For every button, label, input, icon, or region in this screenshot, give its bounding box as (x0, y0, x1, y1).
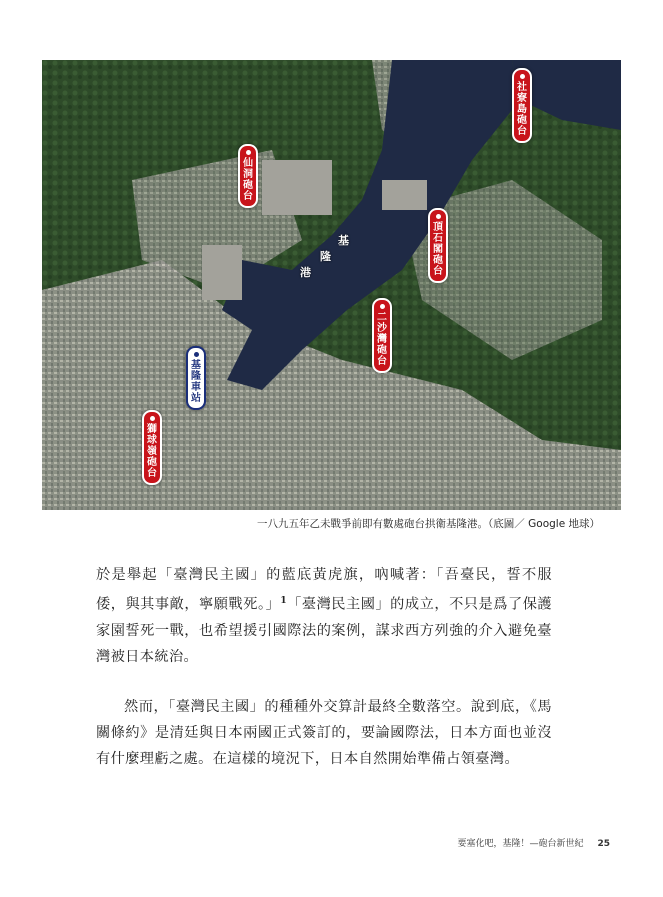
shiqiuling-fort-label: 獅球嶺砲台 (142, 410, 162, 485)
paragraph-1-text-b: 「臺灣民主國」的成立，不只是爲了保護家園誓死一戰，也希望援引國際法的案例，謀求西方列強的介入避免臺灣被日本統治。 (96, 596, 553, 665)
harbor-label-ji: 基 (338, 234, 349, 247)
satellite-image (42, 60, 621, 510)
harbor-label-gang: 港 (300, 266, 311, 279)
running-title: 要塞化吧，基隆！—砲台新世紀 (457, 839, 584, 849)
xiandong-fort-label: 仙洞砲台 (238, 144, 258, 208)
location-dot-icon (380, 304, 385, 309)
keelung-station-label: 基隆車站 (186, 346, 206, 410)
footnote-marker[interactable]: 1 (280, 596, 287, 606)
ersha-fort-label: 二沙灣砲台 (372, 298, 392, 373)
harbor-label-long: 隆 (320, 250, 331, 263)
paragraph-2: 然而，「臺灣民主國」的種種外交算計最終全數落空。說到底，《馬關條約》是清廷與日本兩國正式簽訂的，要論國際法，日本方面也並沒有什麼理虧之處。在這樣的境況下，日本自然開始準備占領臺灣。 (96, 699, 552, 767)
location-dot-icon (520, 74, 525, 79)
dingshi-fort-label: 頂石閣砲台 (428, 208, 448, 283)
page-footer (380, 836, 610, 849)
train-station-icon (194, 352, 199, 357)
sheliao-fort-label: 社寮島砲台 (512, 68, 532, 143)
location-dot-icon (436, 214, 441, 219)
paragraph-1-text-a: 於是舉起「臺灣民主國」的藍底黃虎旗，吶喊著：「吾臺民，誓不服倭，與其事敵，寧願戰死。」 (96, 567, 552, 613)
figure-caption: 一八九五年乙未戰爭前即有數處砲台拱衛基隆港。（底圖／ Google 地球） (257, 518, 600, 530)
location-dot-icon (150, 416, 155, 421)
paragraph-1 (96, 562, 552, 670)
location-dot-icon (246, 150, 251, 155)
page-number: 25 (597, 839, 610, 849)
aerial-map-photo (42, 60, 621, 510)
